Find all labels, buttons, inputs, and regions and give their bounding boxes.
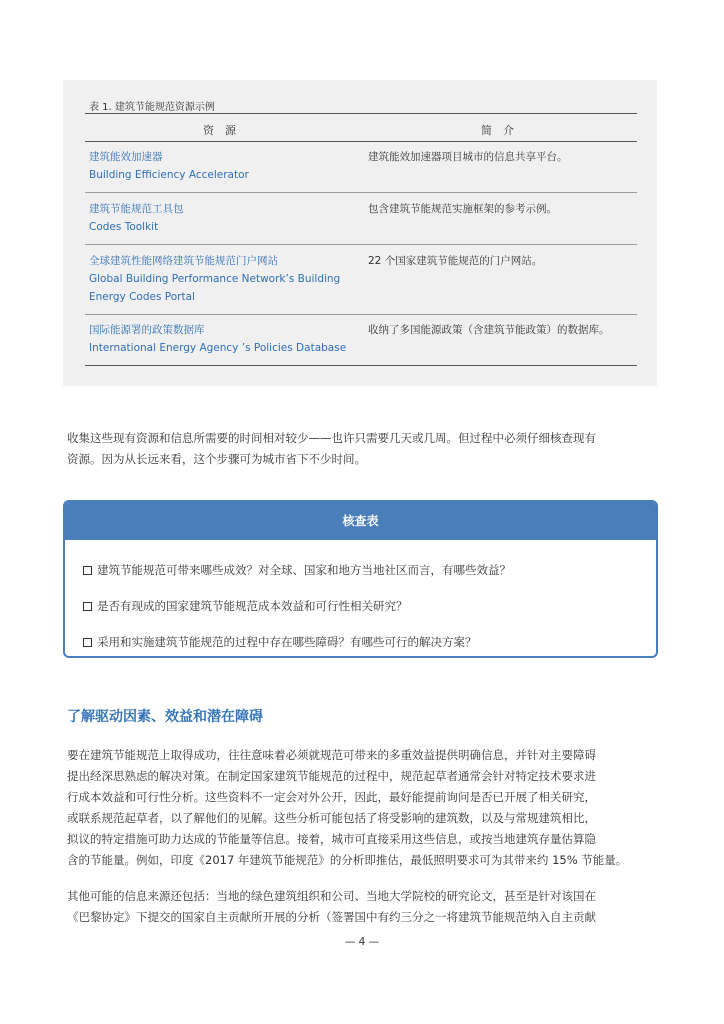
table-row-divider	[85, 314, 637, 315]
paragraph-line: 收集这些现有资源和信息所需要的时间相对较少——也许只需要几天或几周。但过程中必须仔细核查现有	[67, 431, 596, 445]
checklist-item-text: 建筑节能规范可带来哪些成效？对全球、国家和地方当地社区而言，有哪些效益？	[97, 563, 511, 577]
checkbox-icon[interactable]	[83, 638, 92, 647]
table-row-divider	[85, 244, 637, 245]
section-heading: 了解驱动因素、效益和潜在障碍	[67, 709, 263, 725]
checklist-item-text: 采用和实施建筑节能规范的过程中存在哪些障碍？有哪些可行的解决方案？	[97, 635, 477, 649]
paragraph-line: 行成本效益和可行性分析。这些资料不一定会对外公开，因此，最好能提前询问是否已开展了相关研究，	[67, 790, 596, 804]
page-number: — 4 —	[344, 936, 380, 948]
table-row-divider	[85, 192, 637, 193]
checklist-title: 核查表	[65, 502, 656, 540]
table-header-rule	[85, 141, 637, 142]
checklist-item[interactable]	[83, 562, 511, 578]
resource-name-en[interactable]: Energy Codes Portal	[89, 291, 195, 303]
table-row-resource[interactable]	[89, 148, 359, 184]
resource-name-en[interactable]: Codes Toolkit	[89, 221, 159, 233]
table-caption: 表 1. 建筑节能规范资源示例	[89, 102, 215, 113]
paragraph-line: 或联系规范起草者，以了解他们的见解。这些分析可能包括了将受影响的建筑数，以及与常规建筑相比，	[67, 811, 596, 825]
column-header-resource: 资 源	[203, 124, 236, 137]
table-row-resource[interactable]	[89, 321, 359, 357]
checklist-item-text: 是否有现成的国家建筑节能规范成本效益和可行性相关研究？	[97, 599, 408, 613]
resource-description: 建筑能效加速器项目城市的信息共享平台。	[368, 151, 568, 163]
table-row-resource[interactable]	[89, 252, 359, 306]
paragraph-line: 要在建筑节能规范上取得成功，往往意味着必须就规范可带来的多重效益提供明确信息，并针对主要障碍	[67, 748, 596, 762]
checklist-item[interactable]	[83, 598, 408, 614]
resource-description: 包含建筑节能规范实施框架的参考示例。	[368, 203, 557, 215]
column-header-intro: 简 介	[481, 124, 514, 137]
resource-name-en[interactable]: Global Building Performance Network’s Building	[89, 273, 341, 285]
paragraph-line: 其他可能的信息来源还包括：当地的绿色建筑组织和公司、当地大学院校的研究论文，甚至是针对该国在	[67, 889, 596, 903]
resource-name-en[interactable]: International Energy Agency ’s Policies Database	[89, 342, 347, 354]
resource-name-zh[interactable]: 国际能源署的政策数据库	[89, 324, 205, 336]
table-row-resource[interactable]	[89, 200, 359, 236]
resource-name-zh[interactable]: 建筑节能规范工具包	[89, 203, 184, 215]
checklist-item[interactable]	[83, 634, 477, 650]
paragraph-line: 提出经深思熟虑的解决对策。在制定国家建筑节能规范的过程中，规范起草者通常会针对特定技术要求进	[67, 769, 596, 783]
checkbox-icon[interactable]	[83, 602, 92, 611]
table-bottom-rule	[85, 365, 637, 366]
resource-table-panel	[63, 80, 657, 386]
resource-name-zh[interactable]: 全球建筑性能网络建筑节能规范门户网站	[89, 255, 278, 267]
resource-description: 收纳了多国能源政策（含建筑节能政策）的数据库。	[368, 324, 610, 336]
paragraph-line: 资源。因为从长远来看，这个步骤可为城市省下不少时间。	[67, 452, 366, 466]
checklist-box	[63, 500, 658, 658]
resource-name-en[interactable]: Building Efficiency Accelerator	[89, 169, 249, 181]
table-top-rule	[85, 113, 637, 114]
section-paragraph	[67, 886, 661, 928]
paragraph-line: 含的节能量。例如，印度《2017 年建筑节能规范》的分析即推估，最低照明要求可为其带来约 15% 节能量。	[67, 853, 628, 867]
resource-name-zh[interactable]: 建筑能效加速器	[89, 151, 163, 163]
paragraph-line: 《巴黎协定》下提交的国家自主贡献所开展的分析（签署国中有约三分之一将建筑节能规范纳入自主贡献	[67, 910, 596, 924]
resource-description: 22 个国家建筑节能规范的门户网站。	[368, 255, 543, 267]
intro-paragraph	[67, 428, 661, 470]
paragraph-line: 拟议的特定措施可助力达成的节能量等信息。接着，城市可直接采用这些信息，或按当地建筑存量估算隐	[67, 832, 596, 846]
checkbox-icon[interactable]	[83, 566, 92, 575]
section-paragraph	[67, 745, 661, 871]
